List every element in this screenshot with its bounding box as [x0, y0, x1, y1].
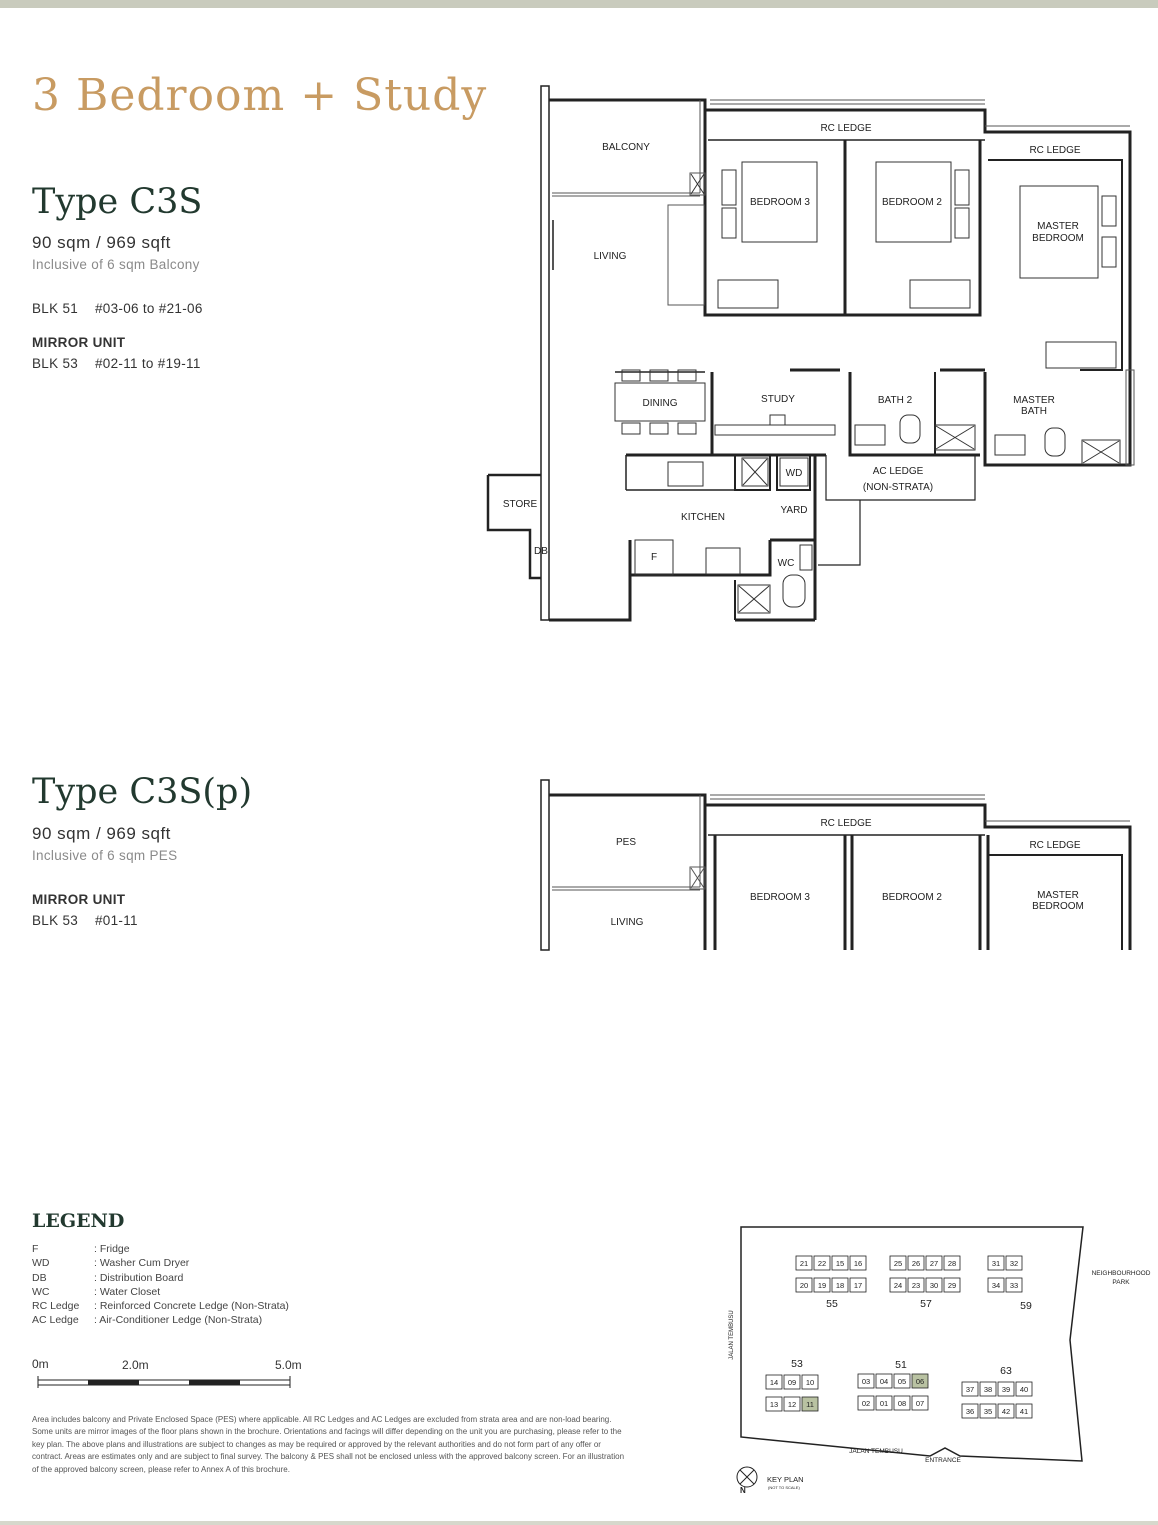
legend-title: LEGEND: [32, 1210, 125, 1232]
keyplan-block-label: 59: [1020, 1300, 1032, 1312]
keyplan-unit-number: 01: [879, 1399, 889, 1408]
keyplan-unit-number: 05: [897, 1377, 907, 1386]
mirror-block-range-pes: [32, 913, 138, 928]
unit-inclusive-note: Inclusive of 6 sqm Balcony: [32, 257, 200, 272]
mirror-unit-range-pes: #01-11: [95, 913, 138, 928]
keyplan-unit-number: 18: [835, 1281, 845, 1290]
keyplan-unit-number: 02: [861, 1399, 871, 1408]
label-study: STUDY: [761, 394, 795, 405]
legend-key: DB: [32, 1271, 47, 1284]
keyplan-unit-number: 26: [911, 1259, 921, 1268]
keyplan-unit-number: 03: [861, 1377, 871, 1386]
unit-area: 90 sqm / 969 sqft: [32, 233, 171, 252]
keyplan-unit-number: 33: [1009, 1281, 1019, 1290]
keyplan-unit-number: 13: [769, 1400, 779, 1409]
label-rc-ledge-2: RC LEDGE: [1029, 145, 1081, 156]
legend-list: [32, 1243, 289, 1329]
keyplan-block-label: 57: [920, 1298, 932, 1310]
legend-key: WD: [32, 1257, 50, 1270]
label-master-bath-line1: MASTER: [1013, 395, 1055, 406]
label-yard: YARD: [780, 505, 808, 516]
keyplan-unit-number: 36: [965, 1407, 975, 1416]
keyplan-unit-number: 17: [853, 1281, 863, 1290]
keyplan-unit-number: 08: [897, 1399, 907, 1408]
top-rule: [0, 0, 1158, 8]
keyplan-road-left: JALAN TEMBUSU: [729, 1310, 735, 1360]
keyplan-block-label: 63: [1000, 1365, 1012, 1377]
keyplan-unit-number: 06: [915, 1377, 925, 1386]
scale-bar: [36, 1375, 296, 1389]
floor-plan-c3s-p: [530, 775, 1140, 955]
legend-item: [32, 1300, 289, 1314]
keyplan-unit-number: 31: [991, 1259, 1001, 1268]
key-plan: [720, 1218, 1156, 1494]
keyplan-unit-number: 40: [1019, 1385, 1029, 1394]
label-ac-ledge-line1: AC LEDGE: [872, 466, 924, 477]
keyplan-unit-number: 41: [1019, 1407, 1029, 1416]
keyplan-unit-number: 12: [787, 1400, 797, 1409]
label-rc-ledge-1-pes: RC LEDGE: [820, 818, 872, 829]
keyplan-unit-number: 10: [805, 1378, 815, 1387]
label-living-pes: LIVING: [610, 917, 644, 928]
keyplan-unit-number: 29: [947, 1281, 957, 1290]
label-dining: DINING: [642, 398, 678, 409]
keyplan-unit-number: 20: [799, 1281, 809, 1290]
keyplan-unit-number: 37: [965, 1385, 975, 1394]
label-bedroom-3-pes: BEDROOM 3: [749, 892, 811, 903]
keyplan-park-line2: PARK: [1112, 1279, 1130, 1286]
unit-block-range: [32, 301, 203, 316]
label-bedroom-2: BEDROOM 2: [881, 197, 943, 208]
keyplan-title: KEY PLAN: [767, 1475, 804, 1484]
mirror-block-range: [32, 356, 201, 371]
legend-key: RC Ledge: [32, 1300, 80, 1313]
legend-item: [32, 1257, 289, 1271]
floor-plan-c3s: [480, 80, 1150, 625]
unit-area-pes: 90 sqm / 969 sqft: [32, 824, 171, 843]
legend-desc: : Air-Conditioner Ledge (Non-Strata): [94, 1314, 263, 1327]
keyplan-unit-number: 16: [853, 1259, 863, 1268]
keyplan-subtitle: (NOT TO SCALE): [768, 1485, 800, 1490]
keyplan-block-label: 55: [826, 1298, 838, 1310]
keyplan-unit-number: 04: [879, 1377, 889, 1386]
label-wd: WD: [785, 468, 803, 479]
keyplan-unit-number: 24: [893, 1281, 903, 1290]
keyplan-unit-number: 09: [787, 1378, 797, 1387]
mirror-unit-label: MIRROR UNIT: [32, 335, 126, 350]
legend-key: F: [32, 1243, 39, 1255]
legend-desc: : Fridge: [94, 1243, 130, 1255]
label-bedroom-3: BEDROOM 3: [749, 197, 811, 208]
keyplan-road-bottom: JALAN TEMBUSU: [849, 1448, 903, 1455]
mirror-unit-range: #02-11 to #19-11: [95, 356, 201, 371]
keyplan-block-label: 53: [791, 1358, 803, 1370]
label-kitchen: KITCHEN: [681, 512, 725, 523]
legend-desc: : Distribution Board: [94, 1271, 184, 1284]
keyplan-unit-number: 14: [769, 1378, 779, 1387]
label-rc-ledge-1: RC LEDGE: [820, 123, 872, 134]
label-master-bedroom-line2-pes: BEDROOM: [1032, 901, 1084, 912]
keyplan-unit-number: 23: [911, 1281, 921, 1290]
disclaimer-text: Area includes balcony and Private Enclosed Space (PES) where applicable. All RC Ledges and AC Ledges are excluded from strata area and are non-load bearing. Some units are mirror images of the floor plans shown in the brochure. Orientations and facings will differ depending on the unit you are purchasing, please refer to the key plan. The above plans and illustrations are subject to changes as may be required or approved by the relevant authorities and do not form part of any offer or contract. Areas are estimates only and are subject to final survey. The balcony & PES shall not be enclosed unless with the approved balcony screen. For an illustration of the approved balcony screen, please refer to Annex A of this brochure.: [32, 1415, 625, 1474]
scale-label-5: 5.0m: [275, 1358, 302, 1372]
unit-type-title-pes: Type C3S(p): [32, 772, 253, 812]
label-fridge: F: [650, 552, 658, 563]
keyplan-unit-number: 32: [1009, 1259, 1019, 1268]
mirror-block-label: BLK 53: [32, 356, 79, 371]
legend-key: AC Ledge: [32, 1314, 79, 1327]
scale-label-2: 2.0m: [122, 1358, 149, 1372]
keyplan-block-label: 51: [895, 1359, 907, 1371]
label-master-bedroom-line2: BEDROOM: [1032, 233, 1084, 244]
unit-range: #03-06 to #21-06: [95, 301, 203, 316]
keyplan-unit-number: 11: [806, 1400, 814, 1409]
unit-type-title: Type C3S: [32, 182, 203, 222]
legend-desc: : Water Closet: [94, 1285, 161, 1298]
keyplan-unit-number: 38: [983, 1385, 993, 1394]
label-rc-ledge-2-pes: RC LEDGE: [1029, 840, 1081, 851]
keyplan-entrance: ENTRANCE: [925, 1457, 961, 1464]
keyplan-unit-number: 34: [991, 1281, 1001, 1290]
label-store: STORE: [502, 499, 538, 510]
keyplan-unit-number: 07: [915, 1399, 925, 1408]
legend-desc: : Reinforced Concrete Ledge (Non-Strata): [94, 1300, 289, 1313]
legend-item: [32, 1272, 289, 1286]
keyplan-unit-number: 30: [929, 1281, 939, 1290]
legend-item: [32, 1243, 289, 1257]
block-label: BLK 51: [32, 301, 79, 316]
legend-desc: : Washer Cum Dryer: [94, 1257, 190, 1270]
label-wc: WC: [777, 558, 795, 569]
keyplan-unit-number: 19: [817, 1281, 827, 1290]
scale-label-0: 0m: [32, 1357, 49, 1371]
legend-item: [32, 1314, 289, 1328]
page-heading: 3 Bedroom + Study: [32, 70, 488, 121]
label-balcony: BALCONY: [602, 142, 650, 153]
keyplan-unit-number: 22: [817, 1259, 827, 1268]
mirror-unit-label-pes: MIRROR UNIT: [32, 892, 126, 907]
unit-inclusive-note-pes: Inclusive of 6 sqm PES: [32, 848, 178, 863]
label-bedroom-2-pes: BEDROOM 2: [881, 892, 943, 903]
label-master-bath-line2: BATH: [1021, 406, 1047, 417]
label-db: DB: [534, 546, 548, 557]
keyplan-unit-number: 28: [947, 1259, 957, 1268]
keyplan-unit-number: 25: [893, 1259, 903, 1268]
keyplan-unit-number: 39: [1001, 1385, 1011, 1394]
keyplan-unit-number: 35: [983, 1407, 993, 1416]
label-living: LIVING: [593, 251, 627, 262]
mirror-block-label-pes: BLK 53: [32, 913, 79, 928]
keyplan-unit-number: 21: [799, 1259, 809, 1268]
label-ac-ledge-line2: (NON-STRATA): [862, 482, 934, 493]
north-label: N: [740, 1486, 746, 1494]
label-bath-2: BATH 2: [877, 395, 913, 406]
keyplan-unit-number: 15: [835, 1259, 845, 1268]
bottom-rule: [0, 1521, 1158, 1525]
label-master-bedroom-line1-pes: MASTER: [1037, 890, 1079, 901]
legend-item: [32, 1286, 289, 1300]
legend-key: WC: [32, 1285, 50, 1298]
keyplan-unit-number: 42: [1001, 1407, 1011, 1416]
label-master-bedroom-line1: MASTER: [1037, 221, 1079, 232]
keyplan-park-line1: NEIGHBOURHOOD: [1091, 1270, 1151, 1277]
label-pes: PES: [615, 837, 637, 848]
keyplan-unit-number: 27: [929, 1259, 939, 1268]
